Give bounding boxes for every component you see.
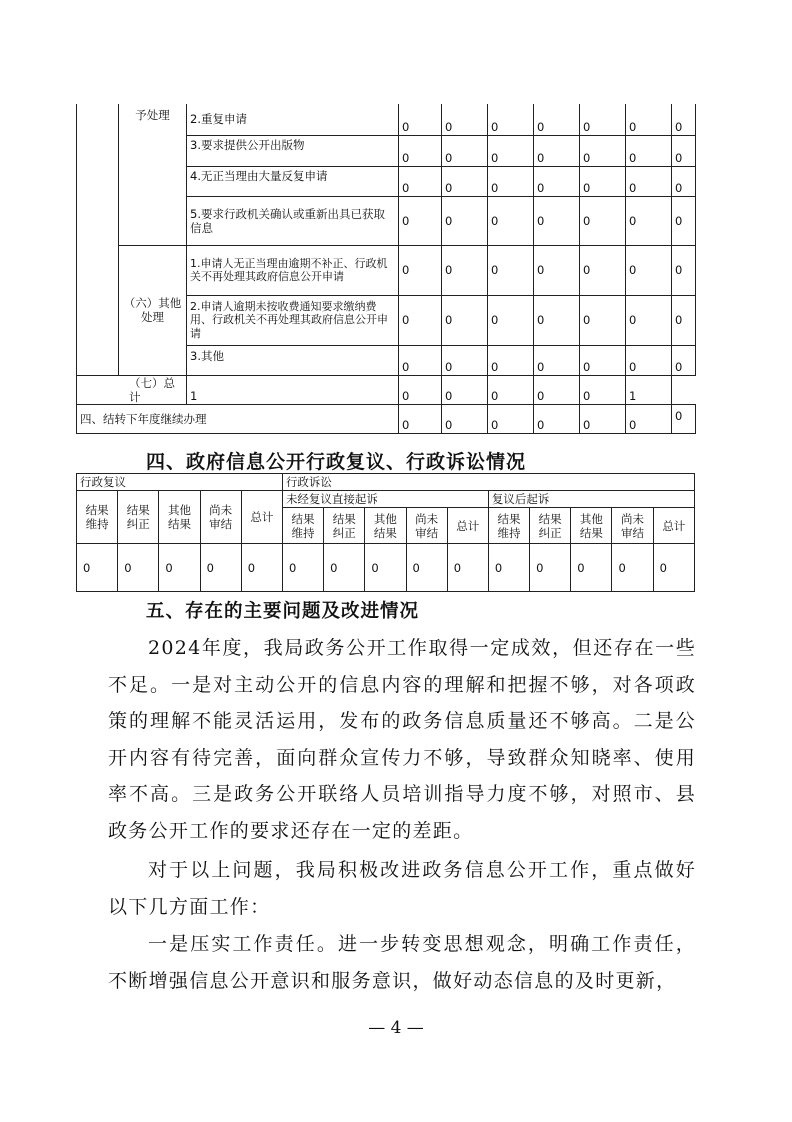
table-cell: 0 [534,135,580,166]
table-cell: 0 [672,196,696,245]
table-cell: 0 [442,104,488,135]
table-cell: 0 [672,245,696,295]
table-cell: 0 [626,245,672,295]
row-group-label: （六）其他处理 [119,245,187,375]
table-cell: 0 [488,166,534,196]
table-cell: 0 [672,345,696,375]
table-cell: 0 [399,104,442,135]
row-item-label: 2.重复申请 [187,104,399,135]
table-cell: 0 [580,375,626,404]
paragraph-measure-1: 一是压实工作责任。进一步转变思想观念，明确工作责任，不断增强信息公开意识和服务意识，做好动态信息的及时更新， [108,933,696,992]
table-cell: 0 [399,375,442,404]
table-cell: 0 [534,166,580,196]
col-header: 结果纠正 [530,508,571,544]
paragraph-problems: 2024年度，我局政务公开工作取得一定成效，但还存在一些不足。一是对主动公开的信息内容的理解和把握不够，对各项政策的理解不能灵活运用，发布的政务信息质量还不够高。二是公开内容有待完善，面向群众宣传力不够，导致群众知晓率、使用率不高。三是政务公开联络人员培训指导力度不够，对照市、县政务公开工作的要求还存在一定的差距。 [108,637,696,842]
table-cell: 0 [653,544,694,592]
col-header: 总计 [653,508,694,544]
table-cell: 0 [580,104,626,135]
table-cell: 0 [580,345,626,375]
table-cell: 0 [442,375,488,404]
table-cell: 0 [447,544,488,592]
table-cell: 0 [488,135,534,166]
table-cell: 0 [534,404,580,433]
table-cell: 0 [442,295,488,345]
col-header: 总计 [241,491,282,544]
table-cell: 1 [187,375,399,404]
table-cell: 0 [442,404,488,433]
table-cell: 0 [580,196,626,245]
table-cell: 0 [672,295,696,345]
table-cell: 0 [442,345,488,375]
table-cell: 0 [571,544,612,592]
table-row [77,245,696,295]
table-cell: 0 [442,166,488,196]
table-cell: 0 [580,245,626,295]
table-cell: 0 [580,135,626,166]
table-cell: 0 [626,295,672,345]
table-cell: 0 [488,544,529,592]
table-cell: 0 [534,104,580,135]
table-cell: 0 [626,104,672,135]
table-cell: 0 [488,245,534,295]
col-header: 尚未审结 [406,508,447,544]
table-cell: 0 [580,295,626,345]
litigation-header: 行政诉讼 [282,474,694,491]
table-cell: 0 [324,544,365,592]
paragraph-improvement-intro: 对于以上问题，我局积极改进政务信息公开工作，重点做好以下几方面工作： [108,859,696,918]
after-review-header: 复议后起诉 [488,491,694,508]
table-cell: 0 [241,544,282,592]
section5-heading: 五、存在的主要问题及改进情况 [146,601,420,622]
col-header: 结果纠正 [324,508,365,544]
processing-results-table [76,104,696,434]
table-cell: 0 [488,295,534,345]
table-cell: 0 [626,166,672,196]
col-header: 结果维持 [488,508,529,544]
table-cell: 0 [612,544,653,592]
col-header: 其他结果 [365,508,406,544]
table-cell: 0 [672,404,696,433]
table-cell: 0 [672,135,696,166]
table-cell: 0 [399,135,442,166]
table-cell: 0 [530,544,571,592]
table-cell: 0 [118,544,159,592]
table-cell: 1 [626,375,672,404]
table-cell: 0 [534,345,580,375]
row-item-label: 3.要求提供公开出版物 [187,135,399,166]
table-cell: 0 [580,404,626,433]
table-cell: 0 [534,295,580,345]
col-header: 结果纠正 [118,491,159,544]
table-cell: 0 [626,345,672,375]
section4-heading: 四、政府信息公开行政复议、行政诉讼情况 [146,451,527,473]
table-cell: 0 [672,166,696,196]
table-cell: 0 [488,196,534,245]
row-group-label: 予处理 [119,104,187,245]
col-header: 尚未审结 [612,508,653,544]
row-item-label: 3.其他 [187,345,399,375]
table-cell: 0 [399,404,442,433]
col-header: 其他结果 [571,508,612,544]
table-cell: 0 [200,544,241,592]
direct-suit-header: 未经复议直接起诉 [282,491,488,508]
table-cell: 0 [488,404,534,433]
col-header: 尚未审结 [200,491,241,544]
table-cell: 0 [77,544,118,592]
col-header: 总计 [447,508,488,544]
table-cell: 0 [442,245,488,295]
table-cell: 0 [399,295,442,345]
total-label: （七）总计 [77,375,187,404]
table-cell: 0 [488,375,534,404]
review-litigation-table [76,473,695,592]
table-cell: 0 [626,196,672,245]
carry-over-label: 四、结转下年度继续办理 [77,404,399,433]
table-cell: 0 [626,135,672,166]
row-item-label: 5.要求行政机关确认或重新出具已获取信息 [187,196,399,245]
table-row [77,104,696,135]
table-cell: 0 [488,345,534,375]
table-cell: 0 [580,166,626,196]
table-cell: 0 [534,375,580,404]
table-cell: 0 [672,104,696,135]
table-cell: 0 [399,245,442,295]
table-cell: 0 [399,196,442,245]
page-number: — 4 — [368,1018,424,1038]
col-header: 其他结果 [159,491,200,544]
table-cell: 0 [282,544,323,592]
table-row [77,404,696,433]
table-cell: 0 [534,245,580,295]
col-header: 结果维持 [282,508,323,544]
review-header: 行政复议 [77,474,283,491]
row-item-label: 1.申请人无正当理由逾期不补正、行政机关不再处理其政府信息公开申请 [187,245,399,295]
table-cell: 0 [406,544,447,592]
row-item-label: 2.申请人逾期未按收费通知要求缴纳费用、行政机关不再处理其政府信息公开申请 [187,295,399,345]
table-cell: 0 [159,544,200,592]
row-item-label: 4.无正当理由大量反复申请 [187,166,399,196]
table-row [77,375,696,404]
table-cell: 0 [399,166,442,196]
table-cell: 0 [488,104,534,135]
table-cell: 0 [442,196,488,245]
table-cell: 0 [399,345,442,375]
table-cell: 0 [442,135,488,166]
table-cell: 0 [365,544,406,592]
table-cell: 0 [626,404,672,433]
col-header: 结果维持 [77,491,118,544]
table-cell: 0 [534,196,580,245]
